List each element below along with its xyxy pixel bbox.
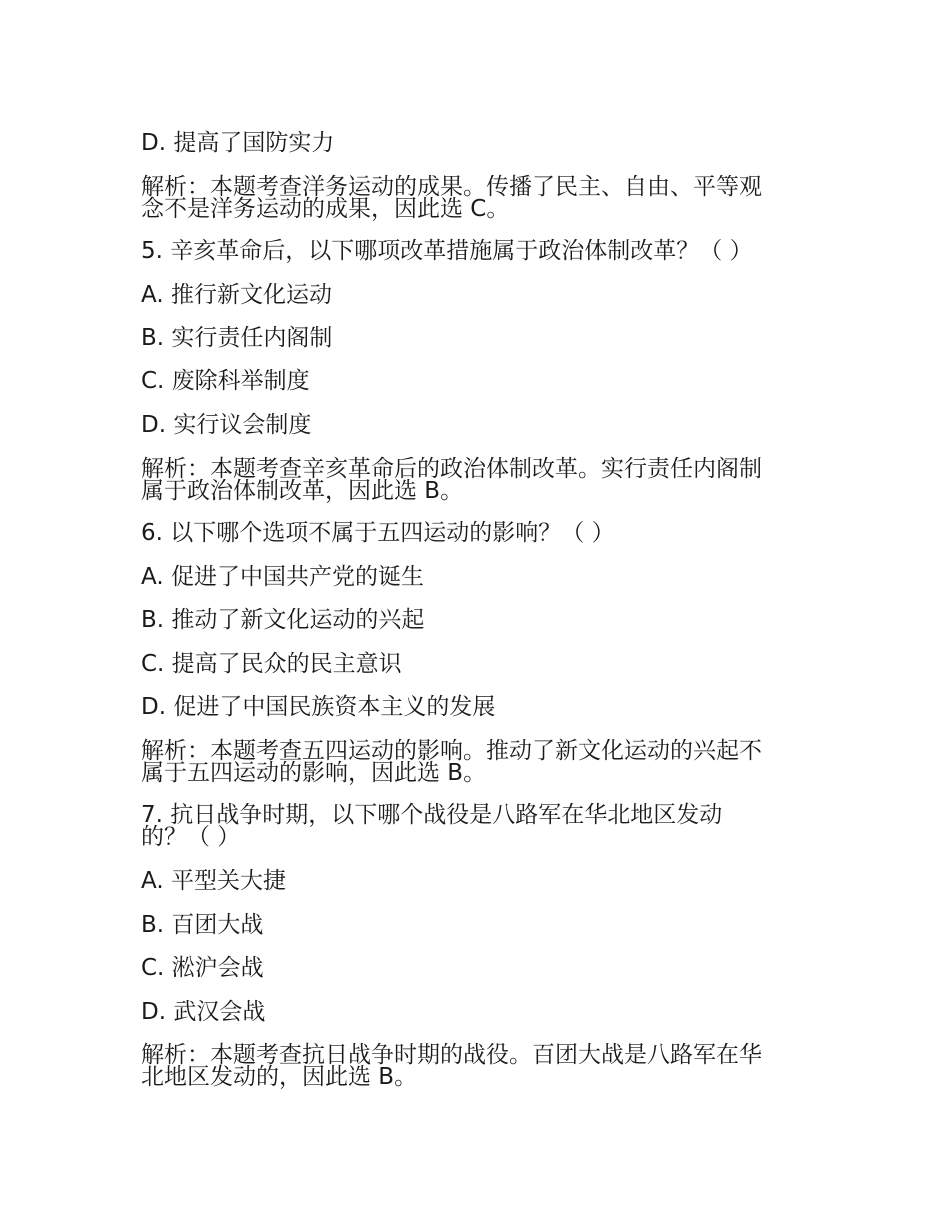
- q7-option-d: D. 武汉会战: [141, 999, 266, 1025]
- q7-option-c: C. 淞沪会战: [141, 955, 264, 981]
- q5-explanation-line-1: 解析：本题考查辛亥革命后的政治体制改革。实行责任内阁制: [141, 456, 762, 482]
- q5-explanation: [141, 458, 821, 502]
- q6-explanation: [141, 740, 821, 784]
- q7-explanation: [141, 1044, 821, 1088]
- q4-explanation: [141, 176, 821, 220]
- q7-question-line-1: 7. 抗日战争时期，以下哪个战役是八路军在华北地区发动: [141, 802, 723, 828]
- q7-option-b: B. 百团大战: [141, 912, 264, 938]
- q7-option-a: A. 平型关大捷: [141, 868, 286, 894]
- q4-option-d: D. 提高了国防实力: [141, 130, 335, 156]
- q6-option-c: C. 提高了民众的民主意识: [141, 651, 402, 677]
- q7-explanation-line-2: 北地区发动的，因此选 B。: [141, 1064, 418, 1090]
- q6-explanation-line-2: 属于五四运动的影响，因此选 B。: [141, 760, 487, 786]
- q6-option-b: B. 推动了新文化运动的兴起: [141, 607, 425, 633]
- q4-explanation-line-2: 念不是洋务运动的成果，因此选 C。: [141, 196, 510, 222]
- q7-explanation-line-1: 解析：本题考查抗日战争时期的战役。百团大战是八路军在华: [141, 1042, 762, 1068]
- q6-option-a: A. 促进了中国共产党的诞生: [141, 564, 424, 590]
- q5-explanation-line-2: 属于政治体制改革，因此选 B。: [141, 478, 464, 504]
- q5-option-b: B. 实行责任内阁制: [141, 325, 333, 351]
- q5-option-c: C. 废除科举制度: [141, 368, 310, 394]
- q4-explanation-line-1: 解析：本题考查洋务运动的成果。传播了民主、自由、平等观: [141, 174, 762, 200]
- q7-question-line-2: 的？（ ）: [141, 824, 241, 850]
- q5-option-d: D. 实行议会制度: [141, 412, 312, 438]
- q7-question: [141, 804, 821, 848]
- q6-option-d: D. 促进了中国民族资本主义的发展: [141, 694, 496, 720]
- q5-option-a: A. 推行新文化运动: [141, 282, 332, 308]
- q6-explanation-line-1: 解析：本题考查五四运动的影响。推动了新文化运动的兴起不: [141, 738, 762, 764]
- q5-question: 5. 辛亥革命后，以下哪项改革措施属于政治体制改革？（ ）: [141, 238, 753, 264]
- q6-question: 6. 以下哪个选项不属于五四运动的影响？（ ）: [141, 520, 615, 546]
